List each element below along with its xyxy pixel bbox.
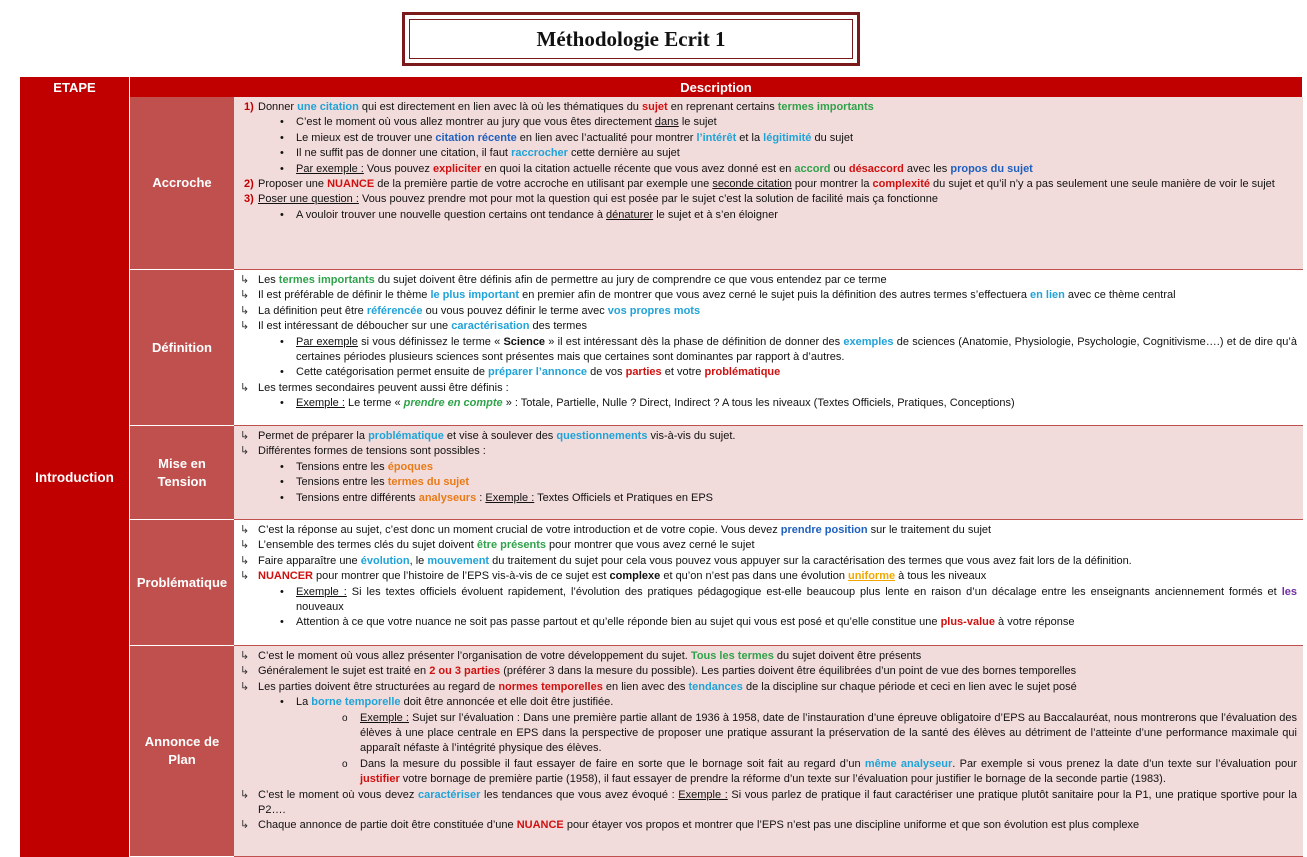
- definition-line-5: • Par exemple si vous définissez le terme « Science » il est intéressant dès la phase de définition de donner des exemples de sciences (Anatomie, Physiologie, Psychologie, Cognitivisme….) et de dire qu’à certaines périodes plusieurs sciences sont présentes mais que certaines sont dominantes par rapport à d’autres.: [258, 335, 1297, 366]
- section-label-tension: Mise en Tension: [130, 426, 234, 520]
- definition-line-8: • Exemple : Le terme « prendre en compte » : Totale, Partielle, Nulle ? Direct, Indirect ? A tous les niveaux (Textes Officiels, Pratiques, Conceptions): [258, 396, 1297, 411]
- annonce-line-1: ↳ C’est le moment où vous allez présenter l’organisation de votre développement du sujet. Tous les termes du sujet doivent être présents: [240, 650, 922, 662]
- problematique-line-6: • Attention à ce que votre nuance ne soit pas passe partout et qu’elle réponde bien au sujet qui vous est posé et qu’elle constitue une plus-value à votre réponse: [258, 615, 1297, 630]
- etape-introduction: Introduction: [20, 97, 130, 857]
- section-label-annonce: Annonce de Plan: [130, 646, 234, 857]
- tension-line-4: • Tensions entre les termes du sujet: [258, 475, 1297, 490]
- problematique-line-1: ↳ C’est la réponse au sujet, c’est donc un moment crucial de votre introduction et de votre copie. Vous devez prendre position sur le traitement du sujet: [240, 524, 992, 536]
- section-label-accroche: Accroche: [130, 97, 234, 270]
- annonce-line-7: ↳ C’est le moment où vous devez caractériser les tendances que vous avez évoqué : Exemple : Si vous parlez de pratique il faut caractériser une pratique plutôt sanitaire pour la P1, une pratique sportive pour la P2….: [240, 788, 1297, 817]
- problematique-line-2: ↳ L’ensemble des termes clés du sujet doivent être présents pour montrer que vous avez cerné le sujet: [240, 539, 755, 552]
- tension-line-3: • Tensions entre les époques: [258, 460, 1297, 475]
- accroche-line-7: 3) Poser une question : Vous pouvez prendre mot pour mot la question qui est posée par le sujet c’est la solution de facilité mais ça fonctionne: [244, 193, 938, 206]
- accroche-line-3: • Le mieux est de trouver une citation récente en lien avec l’actualité pour montrer l’intérêt et la légitimité du sujet: [258, 131, 1297, 146]
- methodology-table: [20, 77, 1303, 857]
- tension-line-1: ↳ Permet de préparer la problématique et vise à soulever des questionnements vis-à-vis du sujet.: [240, 430, 736, 442]
- page-title: Méthodologie Ecrit 1: [536, 26, 726, 51]
- section-label-problematique: Problématique: [130, 520, 234, 646]
- annonce-line-6: o Dans la mesure du possible il faut essayer de faire en sorte que le bornage soit fait au regard d’un même analyseur. Par exemple si vous prenez la date d’un texte sur l’évaluation pour justifier votre bornage de première partie (1958), il faut essayer de prendre la réforme d’un texte sur l’évaluation pour justifier le bornage de la seconde partie (1983).: [258, 757, 1297, 788]
- definition-line-6: • Cette catégorisation permet ensuite de préparer l’annonce de vos parties et votre problématique: [258, 365, 1297, 380]
- problematique-line-4: ↳ NUANCER pour montrer que l’histoire de l’EPS vis-à-vis de ce sujet est complexe et qu’on n’est pas dans une évolution uniforme à tous les niveaux: [240, 570, 987, 583]
- tension-line-5: • Tensions entre différents analyseurs : Exemple : Textes Officiels et Pratiques en EPS: [258, 491, 1297, 506]
- header-etape: ETAPE: [20, 77, 130, 97]
- tension-line-2: ↳ Différentes formes de tensions sont possibles :: [240, 445, 486, 458]
- section-body-definition: [234, 270, 1303, 426]
- definition-line-2: ↳ Il est préférable de définir le thème le plus important en premier afin de montrer que vous avez cerné le sujet puis la définition des autres termes s’effectuera en lien avec ce thème central: [240, 289, 1176, 302]
- section-body-problematique: [234, 520, 1303, 646]
- annonce-line-3: ↳ Les parties doivent être structurées au regard de normes temporelles en lien avec des tendances de la discipline sur chaque période et ceci en lien avec le sujet posé: [240, 680, 1077, 693]
- definition-line-3: ↳ La définition peut être référencée ou vous pouvez définir le terme avec vos propres mots: [240, 304, 701, 317]
- section-body-accroche: [234, 97, 1303, 270]
- title-box: [402, 12, 860, 66]
- accroche-line-1: 1) Donner une citation qui est directement en lien avec là où les thématiques du sujet en reprenant certains termes importants: [244, 101, 874, 113]
- definition-line-1: ↳ Les termes importants du sujet doivent être définis afin de permettre au jury de comprendre ce que vous entendez par ce terme: [240, 274, 887, 286]
- section-body-annonce: [234, 646, 1303, 857]
- annonce-line-4: • La borne temporelle doit être annoncée et elle doit être justifiée.: [258, 695, 1297, 710]
- problematique-line-3: ↳ Faire apparaître une évolution, le mouvement du traitement du sujet pour cela vous pouvez vous appuyer sur la caractérisation des termes que vous avez fait lors de la définition.: [240, 554, 1132, 567]
- annonce-line-8: ↳ Chaque annonce de partie doit être constituée d’une NUANCE pour étayer vos propos et montrer que l’EPS n’est pas une discipline uniforme et que son évolution est plus complexe: [240, 819, 1140, 832]
- definition-line-4: ↳ Il est intéressant de déboucher sur une caractérisation des termes: [240, 320, 587, 333]
- definition-line-7: ↳ Les termes secondaires peuvent aussi être définis :: [240, 381, 509, 394]
- accroche-line-5: • Par exemple : Vous pouvez expliciter en quoi la citation actuelle récente que vous avez donné est en accord ou désaccord avec les propos du sujet: [258, 162, 1297, 177]
- annonce-line-5: o Exemple : Sujet sur l’évaluation : Dans une première partie allant de 1936 à 1958, date de l’instauration d’une épreuve obligatoire d’EPS au Baccalauréat, nous montrerons que l’évaluation des élèves à une place centrale en EPS dans la perspective de proposer une pratique assurant la préservation de la santé des élèves au détriment de l’atteinte d’une performance maximale qui apparaît néfaste à l’intégrité physique des élèves.: [258, 711, 1297, 757]
- accroche-line-6: 2) Proposer une NUANCE de la première partie de votre accroche en utilisant par exemple une seconde citation pour montrer la complexité du sujet et qu’il n’y a pas seulement une seule manière de voir le sujet: [244, 178, 1275, 191]
- annonce-line-2: ↳ Généralement le sujet est traité en 2 ou 3 parties (préférer 3 dans la mesure du possible). Les parties doivent être équilibrées d’un point de vue des bornes temporelles: [240, 665, 1077, 678]
- problematique-line-5: • Exemple : Si les textes officiels évoluent rapidement, l’évolution des pratiques pédagogique est-elle beaucoup plus lente en raison d’un décalage entre les enseignants anciennement formés et les nouveaux: [258, 585, 1297, 616]
- section-body-tension: [234, 426, 1303, 520]
- section-label-definition: Définition: [130, 270, 234, 426]
- accroche-line-4: • Il ne suffit pas de donner une citation, il faut raccrocher cette dernière au sujet: [258, 146, 1297, 161]
- accroche-line-8: • A vouloir trouver une nouvelle question certains ont tendance à dénaturer le sujet et à s’en éloigner: [258, 208, 1297, 223]
- accroche-line-2: • C’est le moment où vous allez montrer au jury que vous êtes directement dans le sujet: [258, 115, 1297, 130]
- header-description: Description: [130, 77, 1303, 97]
